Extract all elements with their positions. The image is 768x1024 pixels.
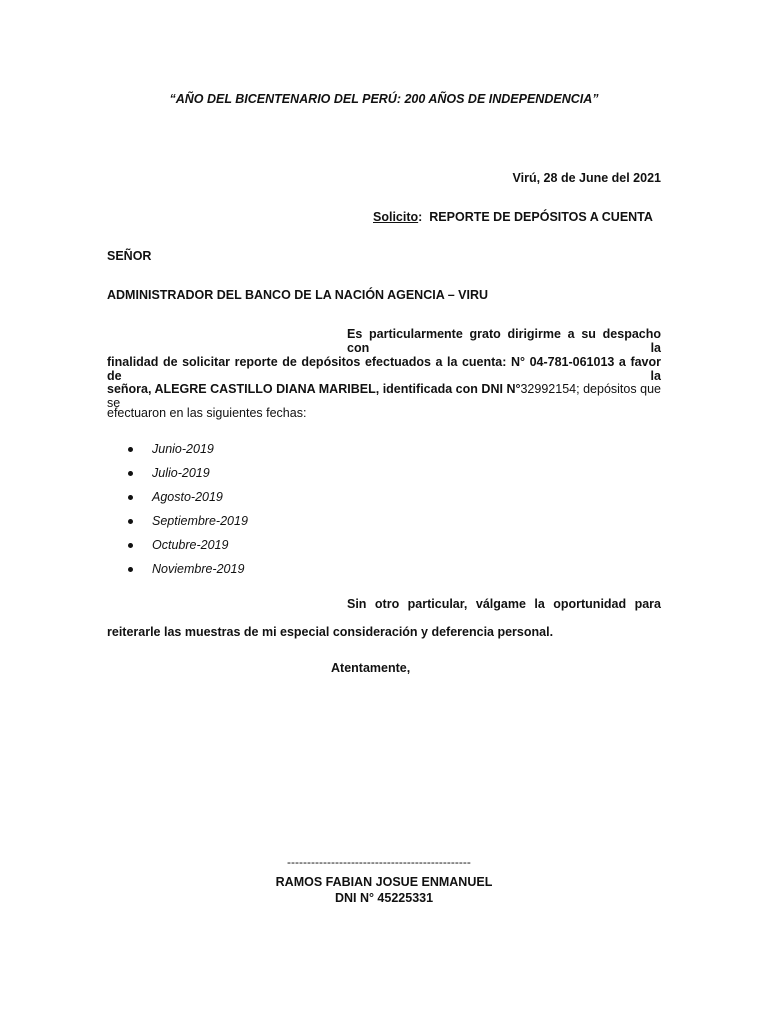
paragraph-1-line-4: efectuaron en las siguientes fechas: (107, 406, 307, 420)
bullet-icon (128, 519, 133, 524)
subject-label: Solicito (373, 210, 419, 224)
deposit-dates-list (128, 440, 248, 584)
bullet-icon (128, 567, 133, 572)
list-item (128, 464, 248, 488)
p1-text: señora, (107, 382, 155, 396)
signer-name: RAMOS FABIAN JOSUE ENMANUEL (275, 875, 493, 889)
subject-line (373, 210, 653, 224)
p1-text: ; depósitos que se (107, 382, 661, 410)
list-item (128, 488, 248, 512)
letter-title: “AÑO DEL BICENTENARIO DEL PERÚ: 200 AÑOS DE INDEPENDENCIA” (169, 92, 599, 106)
date-label: Noviembre-2019 (152, 562, 245, 576)
list-item (128, 536, 248, 560)
paragraph-2-line-1: Sin otro particular, válgame la oportunidad para (347, 597, 661, 611)
account-number: N° 04-781-061013 (510, 355, 615, 369)
letter-date: Virú, 28 de June del 2021 (512, 171, 661, 185)
signer-dni: DNI N° 45225331 (334, 891, 434, 905)
salutation: SEÑOR (107, 249, 152, 263)
paragraph-1-line-1: Es particularmente grato dirigirme a su despacho con la (347, 327, 661, 355)
beneficiary-dni: 32992154 (520, 382, 577, 396)
subject-separator: : (418, 210, 423, 224)
bullet-icon (128, 495, 133, 500)
date-label: Julio-2019 (152, 466, 210, 480)
p1-text: finalidad de solicitar reporte de depósitos efectuados a la cuenta: (107, 355, 511, 369)
bullet-icon (128, 543, 133, 548)
date-label: Agosto-2019 (152, 490, 223, 504)
subject-text: REPORTE DE DEPÓSITOS A CUENTA (429, 210, 653, 224)
paragraph-2-line-2: reiterarle las muestras de mi especial consideración y deferencia personal. (107, 625, 554, 639)
paragraph-1-line-2 (107, 355, 661, 383)
bullet-icon (128, 471, 133, 476)
date-label: Octubre-2019 (152, 538, 229, 552)
p1-text: a favor de la (107, 355, 662, 383)
recipient-position: ADMINISTRADOR DEL BANCO DE LA NACIÓN AGENCIA – VIRU (107, 288, 489, 302)
list-item (128, 560, 248, 584)
date-label: Junio-2019 (152, 442, 214, 456)
list-item (128, 440, 248, 464)
list-item (128, 512, 248, 536)
date-label: Septiembre-2019 (152, 514, 248, 528)
closing: Atentamente, (331, 661, 411, 675)
bullet-icon (128, 447, 133, 452)
signature-line: ---------------------------------------------- (287, 855, 471, 869)
beneficiary-name: ALEGRE CASTILLO DIANA MARIBEL, (154, 382, 380, 396)
p1-text: identificada con DNI N° (379, 382, 521, 396)
